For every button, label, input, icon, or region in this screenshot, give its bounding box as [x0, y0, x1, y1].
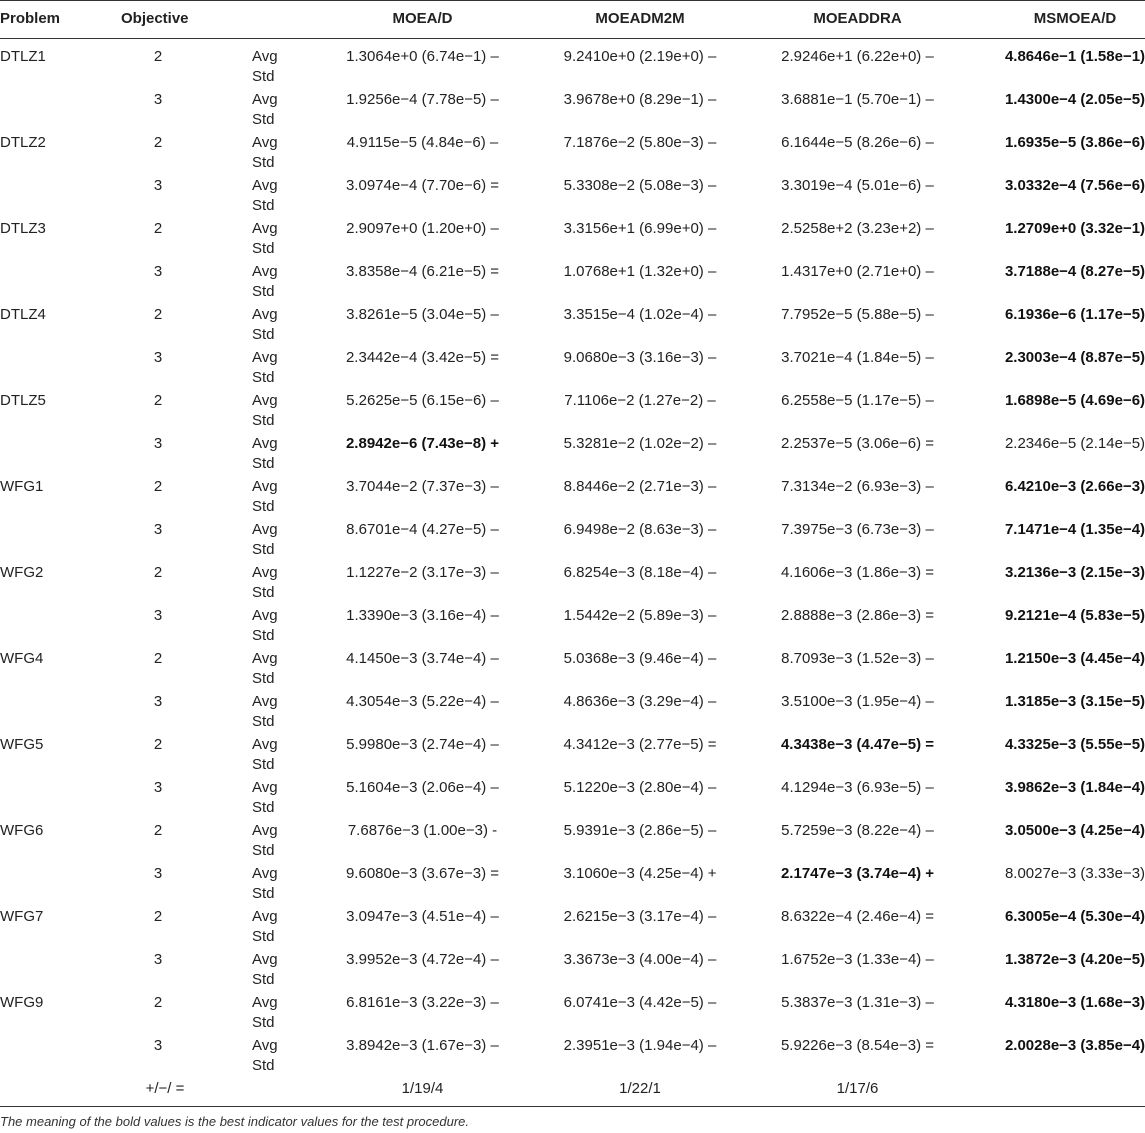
value-moeadm2m: 4.3412e−3 (2.77e−5) =	[563, 736, 717, 753]
stat-label-avg: Avg	[252, 736, 278, 753]
objective-count: 2	[153, 822, 163, 839]
value-msmoead: 4.3325e−3 (5.55e−5)	[1004, 736, 1145, 753]
value-moeadm2m: 3.3673e−3 (4.00e−4) –	[563, 951, 717, 968]
stat-label-avg: Avg	[252, 435, 278, 452]
objective-count: 2	[153, 306, 163, 323]
stat-label-avg: Avg	[252, 220, 278, 237]
value-moeaddra: 7.7952e−5 (5.88e−5) –	[781, 306, 934, 323]
value-msmoead: 7.1471e−4 (1.35e−4)	[1004, 521, 1145, 538]
value-msmoead: 9.2121e−4 (5.83e−5)	[1004, 607, 1145, 624]
value-msmoead: 2.3003e−4 (8.87e−5)	[1004, 349, 1145, 366]
summary-moeaddra: 1/17/6	[836, 1080, 879, 1097]
header-moeaddra: MOEADDRA	[813, 10, 902, 27]
value-moeaddra: 2.8888e−3 (2.86e−3) =	[780, 607, 935, 624]
objective-count: 2	[153, 392, 163, 409]
stat-label-std: Std	[252, 412, 275, 429]
value-moead: 3.0947e−3 (4.51e−4) –	[346, 908, 499, 925]
problem-name: DTLZ5	[0, 392, 46, 409]
stat-label-std: Std	[252, 1057, 275, 1074]
stat-label-std: Std	[252, 842, 275, 859]
value-moeadm2m: 1.5442e−2 (5.89e−3) –	[563, 607, 717, 624]
value-moead: 8.6701e−4 (4.27e−5) –	[346, 521, 499, 538]
stat-label-avg: Avg	[252, 693, 278, 710]
stat-label-std: Std	[252, 326, 275, 343]
value-moeaddra: 2.2537e−5 (3.06e−6) =	[780, 435, 935, 452]
value-msmoead: 3.9862e−3 (1.84e−4)	[1004, 779, 1145, 796]
stat-label-avg: Avg	[252, 478, 278, 495]
objective-count: 3	[153, 263, 163, 280]
value-moeadm2m: 8.8446e−2 (2.71e−3) –	[563, 478, 717, 495]
stat-label-std: Std	[252, 498, 275, 515]
value-moeadm2m: 9.2410e+0 (2.19e+0) –	[563, 48, 717, 65]
problem-name: DTLZ1	[0, 48, 46, 65]
value-moeaddra: 5.3837e−3 (1.31e−3) –	[781, 994, 934, 1011]
value-msmoead: 3.2136e−3 (2.15e−3)	[1004, 564, 1145, 581]
value-moeaddra: 3.3019e−4 (5.01e−6) –	[781, 177, 934, 194]
value-moeaddra: 7.3134e−2 (6.93e−3) –	[781, 478, 934, 495]
problem-name: WFG4	[0, 650, 44, 667]
objective-count: 3	[153, 693, 163, 710]
value-moead: 3.9952e−3 (4.72e−4) –	[346, 951, 499, 968]
value-moead: 1.3390e−3 (3.16e−4) –	[346, 607, 499, 624]
objective-count: 3	[153, 779, 163, 796]
value-moeadm2m: 6.0741e−3 (4.42e−5) –	[563, 994, 717, 1011]
value-moeadm2m: 4.8636e−3 (3.29e−4) –	[563, 693, 717, 710]
value-msmoead: 1.6935e−5 (3.86e−6)	[1004, 134, 1145, 151]
value-moeadm2m: 3.9678e+0 (8.29e−1) –	[563, 91, 717, 108]
value-moead: 7.6876e−3 (1.00e−3) -	[347, 822, 498, 839]
value-msmoead: 1.3872e−3 (4.20e−5)	[1004, 951, 1145, 968]
value-moeaddra: 1.6752e−3 (1.33e−4) –	[781, 951, 934, 968]
stat-label-avg: Avg	[252, 951, 278, 968]
stat-label-std: Std	[252, 584, 275, 601]
stat-label-std: Std	[252, 885, 275, 902]
objective-count: 3	[153, 349, 163, 366]
table-bottom-rule	[0, 1106, 1145, 1107]
table-top-rule	[0, 0, 1145, 1]
stat-label-avg: Avg	[252, 263, 278, 280]
stat-label-std: Std	[252, 240, 275, 257]
stat-label-avg: Avg	[252, 91, 278, 108]
stat-label-avg: Avg	[252, 306, 278, 323]
value-moeadm2m: 5.0368e−3 (9.46e−4) –	[563, 650, 717, 667]
value-moeaddra: 3.5100e−3 (1.95e−4) –	[781, 693, 934, 710]
stat-label-avg: Avg	[252, 349, 278, 366]
value-moeaddra: 4.1294e−3 (6.93e−5) –	[781, 779, 934, 796]
stat-label-std: Std	[252, 283, 275, 300]
objective-count: 2	[153, 564, 163, 581]
problem-name: WFG2	[0, 564, 44, 581]
stat-label-std: Std	[252, 756, 275, 773]
value-moead: 5.9980e−3 (2.74e−4) –	[346, 736, 499, 753]
value-moead: 4.1450e−3 (3.74e−4) –	[346, 650, 499, 667]
value-moeadm2m: 5.9391e−3 (2.86e−5) –	[563, 822, 717, 839]
value-moeaddra: 6.2558e−5 (1.17e−5) –	[781, 392, 934, 409]
value-msmoead: 2.2346e−5 (2.14e−5)	[1004, 435, 1145, 452]
value-moead: 3.0974e−4 (7.70e−6) =	[345, 177, 500, 194]
stat-label-std: Std	[252, 369, 275, 386]
header-moead: MOEA/D	[392, 10, 453, 27]
value-moead: 1.3064e+0 (6.74e−1) –	[346, 48, 499, 65]
objective-count: 2	[153, 650, 163, 667]
stat-label-avg: Avg	[252, 521, 278, 538]
objective-count: 2	[153, 220, 163, 237]
value-moead: 2.8942e−6 (7.43e−8) +	[345, 435, 500, 452]
value-msmoead: 1.2709e+0 (3.32e−1)	[1004, 220, 1145, 237]
value-moeaddra: 1.4317e+0 (2.71e+0) –	[781, 263, 934, 280]
objective-count: 2	[153, 736, 163, 753]
value-moeaddra: 7.3975e−3 (6.73e−3) –	[781, 521, 934, 538]
value-msmoead: 6.3005e−4 (5.30e−4)	[1004, 908, 1145, 925]
value-moead: 2.9097e+0 (1.20e+0) –	[346, 220, 499, 237]
value-moead: 5.2625e−5 (6.15e−6) –	[346, 392, 499, 409]
value-msmoead: 1.2150e−3 (4.45e−4)	[1004, 650, 1145, 667]
value-moead: 3.8942e−3 (1.67e−3) –	[346, 1037, 499, 1054]
value-moeadm2m: 5.3281e−2 (1.02e−2) –	[563, 435, 717, 452]
stat-label-avg: Avg	[252, 392, 278, 409]
value-moeadm2m: 3.3515e−4 (1.02e−4) –	[563, 306, 717, 323]
stat-label-avg: Avg	[252, 908, 278, 925]
value-moead: 6.8161e−3 (3.22e−3) –	[346, 994, 499, 1011]
header-moeadm2m: MOEADM2M	[595, 10, 685, 27]
objective-count: 3	[153, 177, 163, 194]
objective-count: 2	[153, 994, 163, 1011]
summary-moead: 1/19/4	[401, 1080, 444, 1097]
problem-name: WFG7	[0, 908, 44, 925]
objective-count: 2	[153, 908, 163, 925]
stat-label-std: Std	[252, 971, 275, 988]
value-moeaddra: 2.1747e−3 (3.74e−4) +	[780, 865, 935, 882]
value-moeadm2m: 1.0768e+1 (1.32e+0) –	[563, 263, 717, 280]
value-msmoead: 1.3185e−3 (3.15e−5)	[1004, 693, 1145, 710]
stat-label-avg: Avg	[252, 994, 278, 1011]
value-moeaddra: 8.7093e−3 (1.52e−3) –	[781, 650, 934, 667]
value-msmoead: 3.7188e−4 (8.27e−5)	[1004, 263, 1145, 280]
value-moead: 3.8261e−5 (3.04e−5) –	[346, 306, 499, 323]
stat-label-std: Std	[252, 713, 275, 730]
value-msmoead: 1.6898e−5 (4.69e−6)	[1004, 392, 1145, 409]
value-moead: 3.7044e−2 (7.37e−3) –	[346, 478, 499, 495]
objective-count: 3	[153, 435, 163, 452]
header-objective: Objective	[121, 10, 189, 27]
value-moeaddra: 2.9246e+1 (6.22e+0) –	[781, 48, 934, 65]
value-msmoead: 4.3180e−3 (1.68e−3)	[1004, 994, 1145, 1011]
header-msmoead: MSMOEA/D	[1033, 10, 1117, 27]
value-moeaddra: 4.3438e−3 (4.47e−5) =	[780, 736, 935, 753]
value-moeadm2m: 7.1876e−2 (5.80e−3) –	[563, 134, 717, 151]
stat-label-std: Std	[252, 455, 275, 472]
problem-name: WFG1	[0, 478, 44, 495]
header-rule	[0, 38, 1145, 39]
problem-name: DTLZ4	[0, 306, 46, 323]
stat-label-avg: Avg	[252, 822, 278, 839]
problem-name: WFG5	[0, 736, 44, 753]
value-moeaddra: 3.6881e−1 (5.70e−1) –	[781, 91, 934, 108]
objective-count: 3	[153, 91, 163, 108]
value-moeaddra: 3.7021e−4 (1.84e−5) –	[781, 349, 934, 366]
stat-label-std: Std	[252, 111, 275, 128]
value-moead: 3.8358e−4 (6.21e−5) =	[345, 263, 500, 280]
header-problem: Problem	[0, 10, 61, 27]
value-moead: 9.6080e−3 (3.67e−3) =	[345, 865, 500, 882]
value-moead: 2.3442e−4 (3.42e−5) =	[345, 349, 500, 366]
problem-name: WFG6	[0, 822, 44, 839]
value-moeadm2m: 6.8254e−3 (8.18e−4) –	[563, 564, 717, 581]
stat-label-avg: Avg	[252, 779, 278, 796]
value-moead: 5.1604e−3 (2.06e−4) –	[346, 779, 499, 796]
value-moeaddra: 5.9226e−3 (8.54e−3) =	[780, 1037, 935, 1054]
summary-label: +/−/ =	[145, 1080, 185, 1097]
stat-label-std: Std	[252, 154, 275, 171]
table-footnote: The meaning of the bold values is the best indicator values for the test procedure.	[0, 1114, 469, 1129]
value-moead: 4.3054e−3 (5.22e−4) –	[346, 693, 499, 710]
value-msmoead: 4.8646e−1 (1.58e−1)	[1004, 48, 1145, 65]
value-moead: 1.9256e−4 (7.78e−5) –	[346, 91, 499, 108]
stat-label-std: Std	[252, 799, 275, 816]
value-msmoead: 3.0332e−4 (7.56e−6)	[1004, 177, 1145, 194]
value-moeaddra: 5.7259e−3 (8.22e−4) –	[781, 822, 934, 839]
problem-name: DTLZ3	[0, 220, 46, 237]
stat-label-avg: Avg	[252, 134, 278, 151]
stat-label-avg: Avg	[252, 1037, 278, 1054]
value-msmoead: 6.4210e−3 (2.66e−3)	[1004, 478, 1145, 495]
value-msmoead: 1.4300e−4 (2.05e−5)	[1004, 91, 1145, 108]
value-moeadm2m: 7.1106e−2 (1.27e−2) –	[564, 392, 716, 409]
stat-label-std: Std	[252, 68, 275, 85]
objective-count: 2	[153, 48, 163, 65]
value-msmoead: 2.0028e−3 (3.85e−4)	[1004, 1037, 1145, 1054]
value-moeadm2m: 5.1220e−3 (2.80e−4) –	[563, 779, 717, 796]
stat-label-std: Std	[252, 197, 275, 214]
stat-label-avg: Avg	[252, 564, 278, 581]
objective-count: 3	[153, 521, 163, 538]
objective-count: 2	[153, 478, 163, 495]
problem-name: DTLZ2	[0, 134, 46, 151]
stat-label-avg: Avg	[252, 48, 278, 65]
value-moeadm2m: 2.6215e−3 (3.17e−4) –	[563, 908, 717, 925]
value-moeadm2m: 9.0680e−3 (3.16e−3) –	[563, 349, 717, 366]
objective-count: 3	[153, 865, 163, 882]
objective-count: 3	[153, 607, 163, 624]
value-msmoead: 6.1936e−6 (1.17e−5)	[1004, 306, 1145, 323]
value-moead: 4.9115e−5 (4.84e−6) –	[346, 134, 499, 151]
value-moeaddra: 2.5258e+2 (3.23e+2) –	[781, 220, 934, 237]
value-moeadm2m: 3.1060e−3 (4.25e−4) +	[563, 865, 717, 882]
stat-label-std: Std	[252, 1014, 275, 1031]
value-moeadm2m: 2.3951e−3 (1.94e−4) –	[563, 1037, 717, 1054]
stat-label-std: Std	[252, 627, 275, 644]
summary-moeadm2m: 1/22/1	[619, 1080, 661, 1097]
value-moeaddra: 4.1606e−3 (1.86e−3) =	[780, 564, 935, 581]
objective-count: 2	[153, 134, 163, 151]
objective-count: 3	[153, 951, 163, 968]
stat-label-avg: Avg	[252, 865, 278, 882]
value-moeadm2m: 3.3156e+1 (6.99e+0) –	[563, 220, 717, 237]
value-moeadm2m: 5.3308e−2 (5.08e−3) –	[563, 177, 717, 194]
objective-count: 3	[153, 1037, 163, 1054]
value-msmoead: 3.0500e−3 (4.25e−4)	[1004, 822, 1145, 839]
value-moeadm2m: 6.9498e−2 (8.63e−3) –	[563, 521, 717, 538]
stat-label-std: Std	[252, 670, 275, 687]
stat-label-avg: Avg	[252, 607, 278, 624]
stat-label-std: Std	[252, 541, 275, 558]
stat-label-avg: Avg	[252, 650, 278, 667]
stat-label-avg: Avg	[252, 177, 278, 194]
value-moead: 1.1227e−2 (3.17e−3) –	[346, 564, 499, 581]
problem-name: WFG9	[0, 994, 44, 1011]
value-moeaddra: 8.6322e−4 (2.46e−4) =	[780, 908, 935, 925]
stat-label-std: Std	[252, 928, 275, 945]
value-msmoead: 8.0027e−3 (3.33e−3)	[1004, 865, 1145, 882]
value-moeaddra: 6.1644e−5 (8.26e−6) –	[781, 134, 934, 151]
